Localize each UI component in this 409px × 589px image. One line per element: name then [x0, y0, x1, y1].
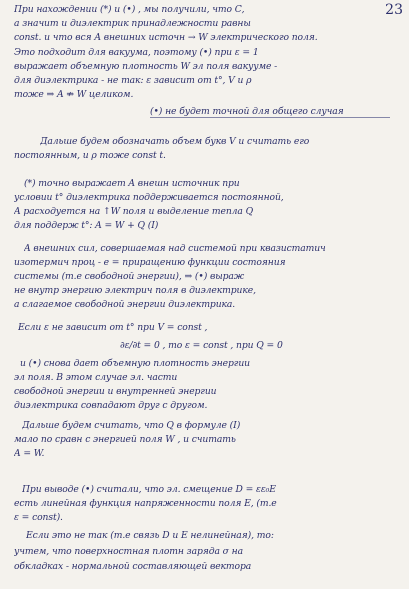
text-line-27: мало по сравн с энергией поля W , и считать: [14, 434, 236, 445]
text-line-5: выражает объемную плотность W эл поля вакууме -: [14, 61, 278, 72]
text-line-19: а слагаемое свободной энергии диэлектрика.: [14, 299, 236, 310]
text-line-31: ε = const).: [14, 512, 63, 523]
text-line-17: системы (т.е свободной энергии), ⇒ (•) выраж: [14, 271, 245, 282]
text-line-34: обкладках - нормальной составляющей вектора: [14, 561, 252, 572]
text-line-33: учтем, что поверхностная плотн заряда σ на: [14, 546, 243, 557]
page-number: 23: [385, 2, 403, 18]
text-line-2: а значит и диэлектрик принадлежности равны: [14, 18, 251, 29]
text-line-16: изотермич проц - е = приращению функции состояния: [14, 257, 286, 268]
text-line-32: Если это не так (т.е связь D и E нелинейная), то:: [26, 530, 274, 541]
text-line-20: Если ε не зависит от t° при V = const ,: [18, 322, 208, 333]
text-line-1: При нахождении (*) и (•) , мы получили, что С,: [14, 4, 245, 15]
text-line-23: эл поля. В этом случае эл. части: [14, 372, 178, 383]
text-line-9: Дальше будем обозначать объем букв V и считать его: [40, 136, 310, 147]
text-line-13: A расходуется на ↑W поля и выделение тепла Q: [14, 206, 254, 217]
text-line-8: (•) не будет точной для общего случая: [150, 106, 344, 117]
text-line-7: тоже ⇒ A ⇏ W целиком.: [14, 89, 134, 100]
text-line-22: и (•) снова дает объемную плотность энергии: [20, 358, 250, 369]
underline-rule: [150, 117, 390, 118]
text-line-10: постоянным, и ρ тоже const t.: [14, 150, 166, 161]
text-line-15: A внешних сил, совершаемая над системой при квазистатич: [24, 243, 326, 254]
text-line-25: диэлектрика совпадают друг с другом.: [14, 400, 208, 411]
text-line-24: свободной энергии и внутренней энергии: [14, 386, 217, 397]
text-line-18: не внутр энергию электрич поля в диэлектрике,: [14, 285, 256, 296]
text-line-6: для диэлектрика - не так: ε зависит от t°, V и ρ: [14, 75, 252, 86]
text-line-11: (*) точно выражает A внешн источник при: [24, 178, 240, 189]
text-line-4: Это подходит для вакуума, поэтому (•) при ε = 1: [14, 47, 259, 58]
text-line-30: есть линейная функция напряженности поля E, (т.е: [14, 498, 277, 509]
text-line-28: A = W.: [14, 448, 45, 459]
text-line-14: для поддерж t°: A = W + Q (I): [14, 220, 159, 231]
text-line-3: const. и что вся A внешних источн → W электрического поля.: [14, 32, 318, 43]
text-line-26: Дальше будем считать, что Q в формуле (I): [22, 420, 241, 431]
text-line-12: условии t° диэлектрика поддерживается постоянной,: [14, 192, 284, 203]
text-line-29: При выводе (•) считали, что эл. смещение D = εε₀E: [22, 484, 276, 495]
text-line-21: ∂ε/∂t = 0 , то ε = const , при Q = 0: [120, 340, 283, 351]
